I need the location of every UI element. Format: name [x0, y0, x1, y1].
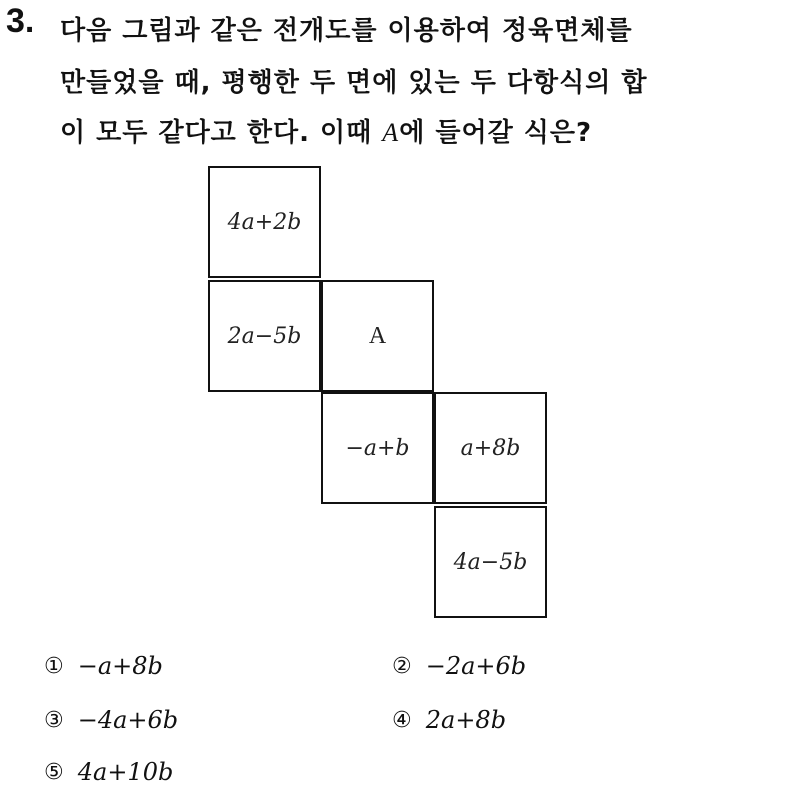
- net-face-mid-left: [208, 280, 321, 392]
- net-face-top: [208, 166, 321, 278]
- question-line-3-post: 에 들어갈 식은?: [399, 118, 593, 148]
- choice-5[interactable]: [44, 758, 173, 786]
- choice-3-marker: ③: [44, 707, 64, 733]
- choice-1[interactable]: [44, 652, 163, 680]
- net-face-low-right-label: a+8b: [460, 435, 521, 461]
- choice-3-expression: −4a+6b: [77, 706, 179, 734]
- net-face-mid-left-label: 2a−5b: [227, 323, 302, 349]
- net-face-bottom-label: 4a−5b: [453, 549, 528, 575]
- net-face-top-label: 4a+2b: [227, 209, 302, 235]
- net-face-low-left: [321, 392, 434, 504]
- choice-1-marker: ①: [44, 653, 64, 679]
- choice-3[interactable]: [44, 706, 178, 734]
- choice-5-marker: ⑤: [44, 759, 64, 785]
- question-line-3-pre: 이 모두 같다고 한다. 이때: [60, 118, 383, 148]
- choice-2-marker: ②: [392, 653, 412, 679]
- question-number: 3.: [6, 2, 35, 40]
- net-face-mid-right-label: A: [368, 322, 387, 349]
- question-line-1: 다음 그림과 같은 전개도를 이용하여 정육면체를: [60, 16, 633, 46]
- net-face-bottom: [434, 506, 547, 618]
- variable-a: A: [382, 118, 400, 147]
- net-face-low-left-label: −a+b: [345, 435, 410, 461]
- net-face-low-right: [434, 392, 547, 504]
- choice-1-expression: −a+8b: [77, 652, 163, 680]
- choice-4-marker: ④: [392, 707, 412, 733]
- question-line-3: [60, 112, 592, 149]
- choice-4[interactable]: [392, 706, 506, 734]
- net-face-mid-right: [321, 280, 434, 392]
- choice-2[interactable]: [392, 652, 526, 680]
- choice-4-expression: 2a+8b: [425, 706, 507, 734]
- choice-5-expression: 4a+10b: [77, 758, 174, 786]
- choice-2-expression: −2a+6b: [425, 652, 527, 680]
- question-line-2: 만들었을 때, 평행한 두 면에 있는 두 다항식의 합: [60, 68, 648, 98]
